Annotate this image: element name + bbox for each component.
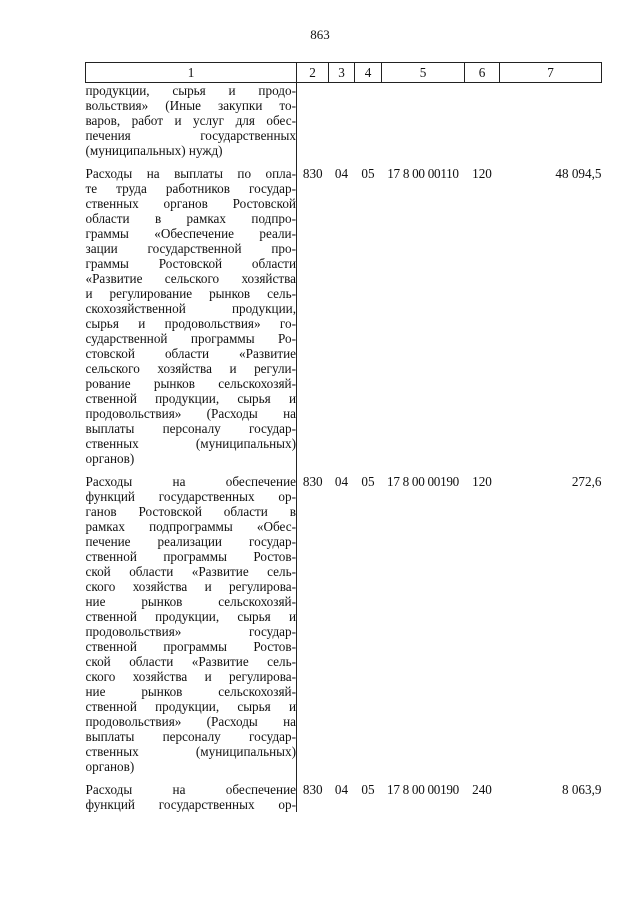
description-line: сырья и продовольствия» го- [85, 316, 296, 331]
description-line: рование рынков сельскохозяй- [85, 376, 296, 391]
column-header-4: 4 [355, 63, 382, 83]
ministry-code [297, 83, 329, 159]
amount-value [500, 83, 602, 159]
row-description [86, 158, 297, 466]
description-line: скохозяйственной продукции, [85, 301, 296, 316]
section-code [329, 83, 355, 159]
description-line: рамках подпрограммы «Обес- [85, 519, 296, 534]
row-description [86, 83, 297, 159]
target-article-code: 17 8 00 00190 [387, 474, 459, 489]
column-header-7: 7 [500, 63, 602, 83]
description-line: функций государственных ор- [85, 489, 296, 504]
description-line: вольствия» (Иные закупки то- [85, 98, 296, 113]
column-header-1: 1 [86, 63, 297, 83]
description-line: ственной продукции, сырья и [85, 391, 296, 406]
description-line: продовольствия» государ- [85, 624, 296, 639]
ministry-code: 830 [302, 782, 323, 797]
subsection-code: 05 [361, 782, 375, 797]
row-description [86, 774, 297, 812]
amount-value: 272,6 [571, 474, 602, 489]
description-line: печения государственных [85, 128, 296, 143]
table-row [86, 774, 602, 812]
column-header-6: 6 [465, 63, 500, 83]
section-code: 04 [334, 782, 349, 797]
target-article-code: 17 8 00 00110 [387, 166, 459, 181]
table-row [86, 158, 602, 466]
description-line: выплаты персоналу государ- [85, 421, 296, 436]
description-line: области в рамках подпро- [85, 211, 296, 226]
column-header-3: 3 [329, 63, 355, 83]
table-row [86, 83, 602, 159]
description-line: и регулирование рынков сель- [85, 286, 296, 301]
description-line: ской области «Развитие сель- [85, 654, 296, 669]
description-line: ственной продукции, сырья и [85, 609, 296, 624]
description-line: Расходы на обеспечение [85, 782, 296, 797]
description-line: сударственной программы Ро- [85, 331, 296, 346]
target-article-code: 17 8 00 00190 [387, 782, 459, 797]
description-line: ского хозяйства и регулирова- [85, 669, 296, 684]
description-line: варов, работ и услуг для обес- [85, 113, 296, 128]
description-line: ского хозяйства и регулирова- [85, 579, 296, 594]
description-line: печение реализации государ- [85, 534, 296, 549]
description-line: продовольствия» (Расходы на [85, 714, 296, 729]
description-line: ственной программы Ростов- [85, 549, 296, 564]
section-code: 04 [334, 166, 349, 181]
subsection-code [355, 83, 382, 159]
expense-type-code: 120 [472, 474, 492, 489]
expense-type-code [465, 83, 500, 159]
budget-table [85, 62, 602, 812]
description-line: зации государственной про- [85, 241, 296, 256]
description-line: сельского хозяйства и регули- [85, 361, 296, 376]
description-line: ственной продукции, сырья и [85, 699, 296, 714]
description-line: ственной программы Ростов- [85, 639, 296, 654]
description-line: продукции, сырья и продо- [85, 83, 296, 98]
ministry-code: 830 [302, 474, 323, 489]
description-line: те труда работников государ- [85, 181, 296, 196]
description-line: функций государственных ор- [85, 797, 296, 812]
description-line: граммы Ростовской области [85, 256, 296, 271]
description-line: Расходы на обеспечение [85, 474, 296, 489]
column-header-5: 5 [382, 63, 465, 83]
description-line: органов) [85, 451, 135, 466]
amount-value: 48 094,5 [555, 166, 602, 181]
section-code: 04 [334, 474, 349, 489]
column-header-2: 2 [297, 63, 329, 83]
description-line: органов) [85, 759, 135, 774]
target-article-code [382, 83, 465, 159]
description-line: стовской области «Развитие [85, 346, 296, 361]
ministry-code: 830 [302, 166, 323, 181]
table-header-row [86, 63, 602, 83]
description-line: ственных (муниципальных) [85, 744, 296, 759]
subsection-code: 05 [361, 166, 375, 181]
table-row [86, 466, 602, 774]
description-line: ганов Ростовской области в [85, 504, 296, 519]
description-line: ской области «Развитие сель- [85, 564, 296, 579]
description-line: ние рынков сельскохозяй- [85, 594, 296, 609]
description-line: ственных органов Ростовской [85, 196, 296, 211]
description-line: «Развитие сельского хозяйства [85, 271, 296, 286]
expense-type-code: 120 [472, 166, 492, 181]
subsection-code: 05 [361, 474, 375, 489]
description-line: ственных (муниципальных) [85, 436, 296, 451]
description-line: (муниципальных) нужд) [85, 143, 223, 158]
description-line: выплаты персоналу государ- [85, 729, 296, 744]
amount-value: 8 063,9 [561, 782, 602, 797]
description-line: ние рынков сельскохозяй- [85, 684, 296, 699]
description-line: граммы «Обеспечение реали- [85, 226, 296, 241]
description-line: Расходы на выплаты по опла- [85, 166, 296, 181]
page-number: 863 [310, 27, 330, 42]
expense-type-code: 240 [472, 782, 492, 797]
row-description [86, 466, 297, 774]
description-line: продовольствия» (Расходы на [85, 406, 296, 421]
